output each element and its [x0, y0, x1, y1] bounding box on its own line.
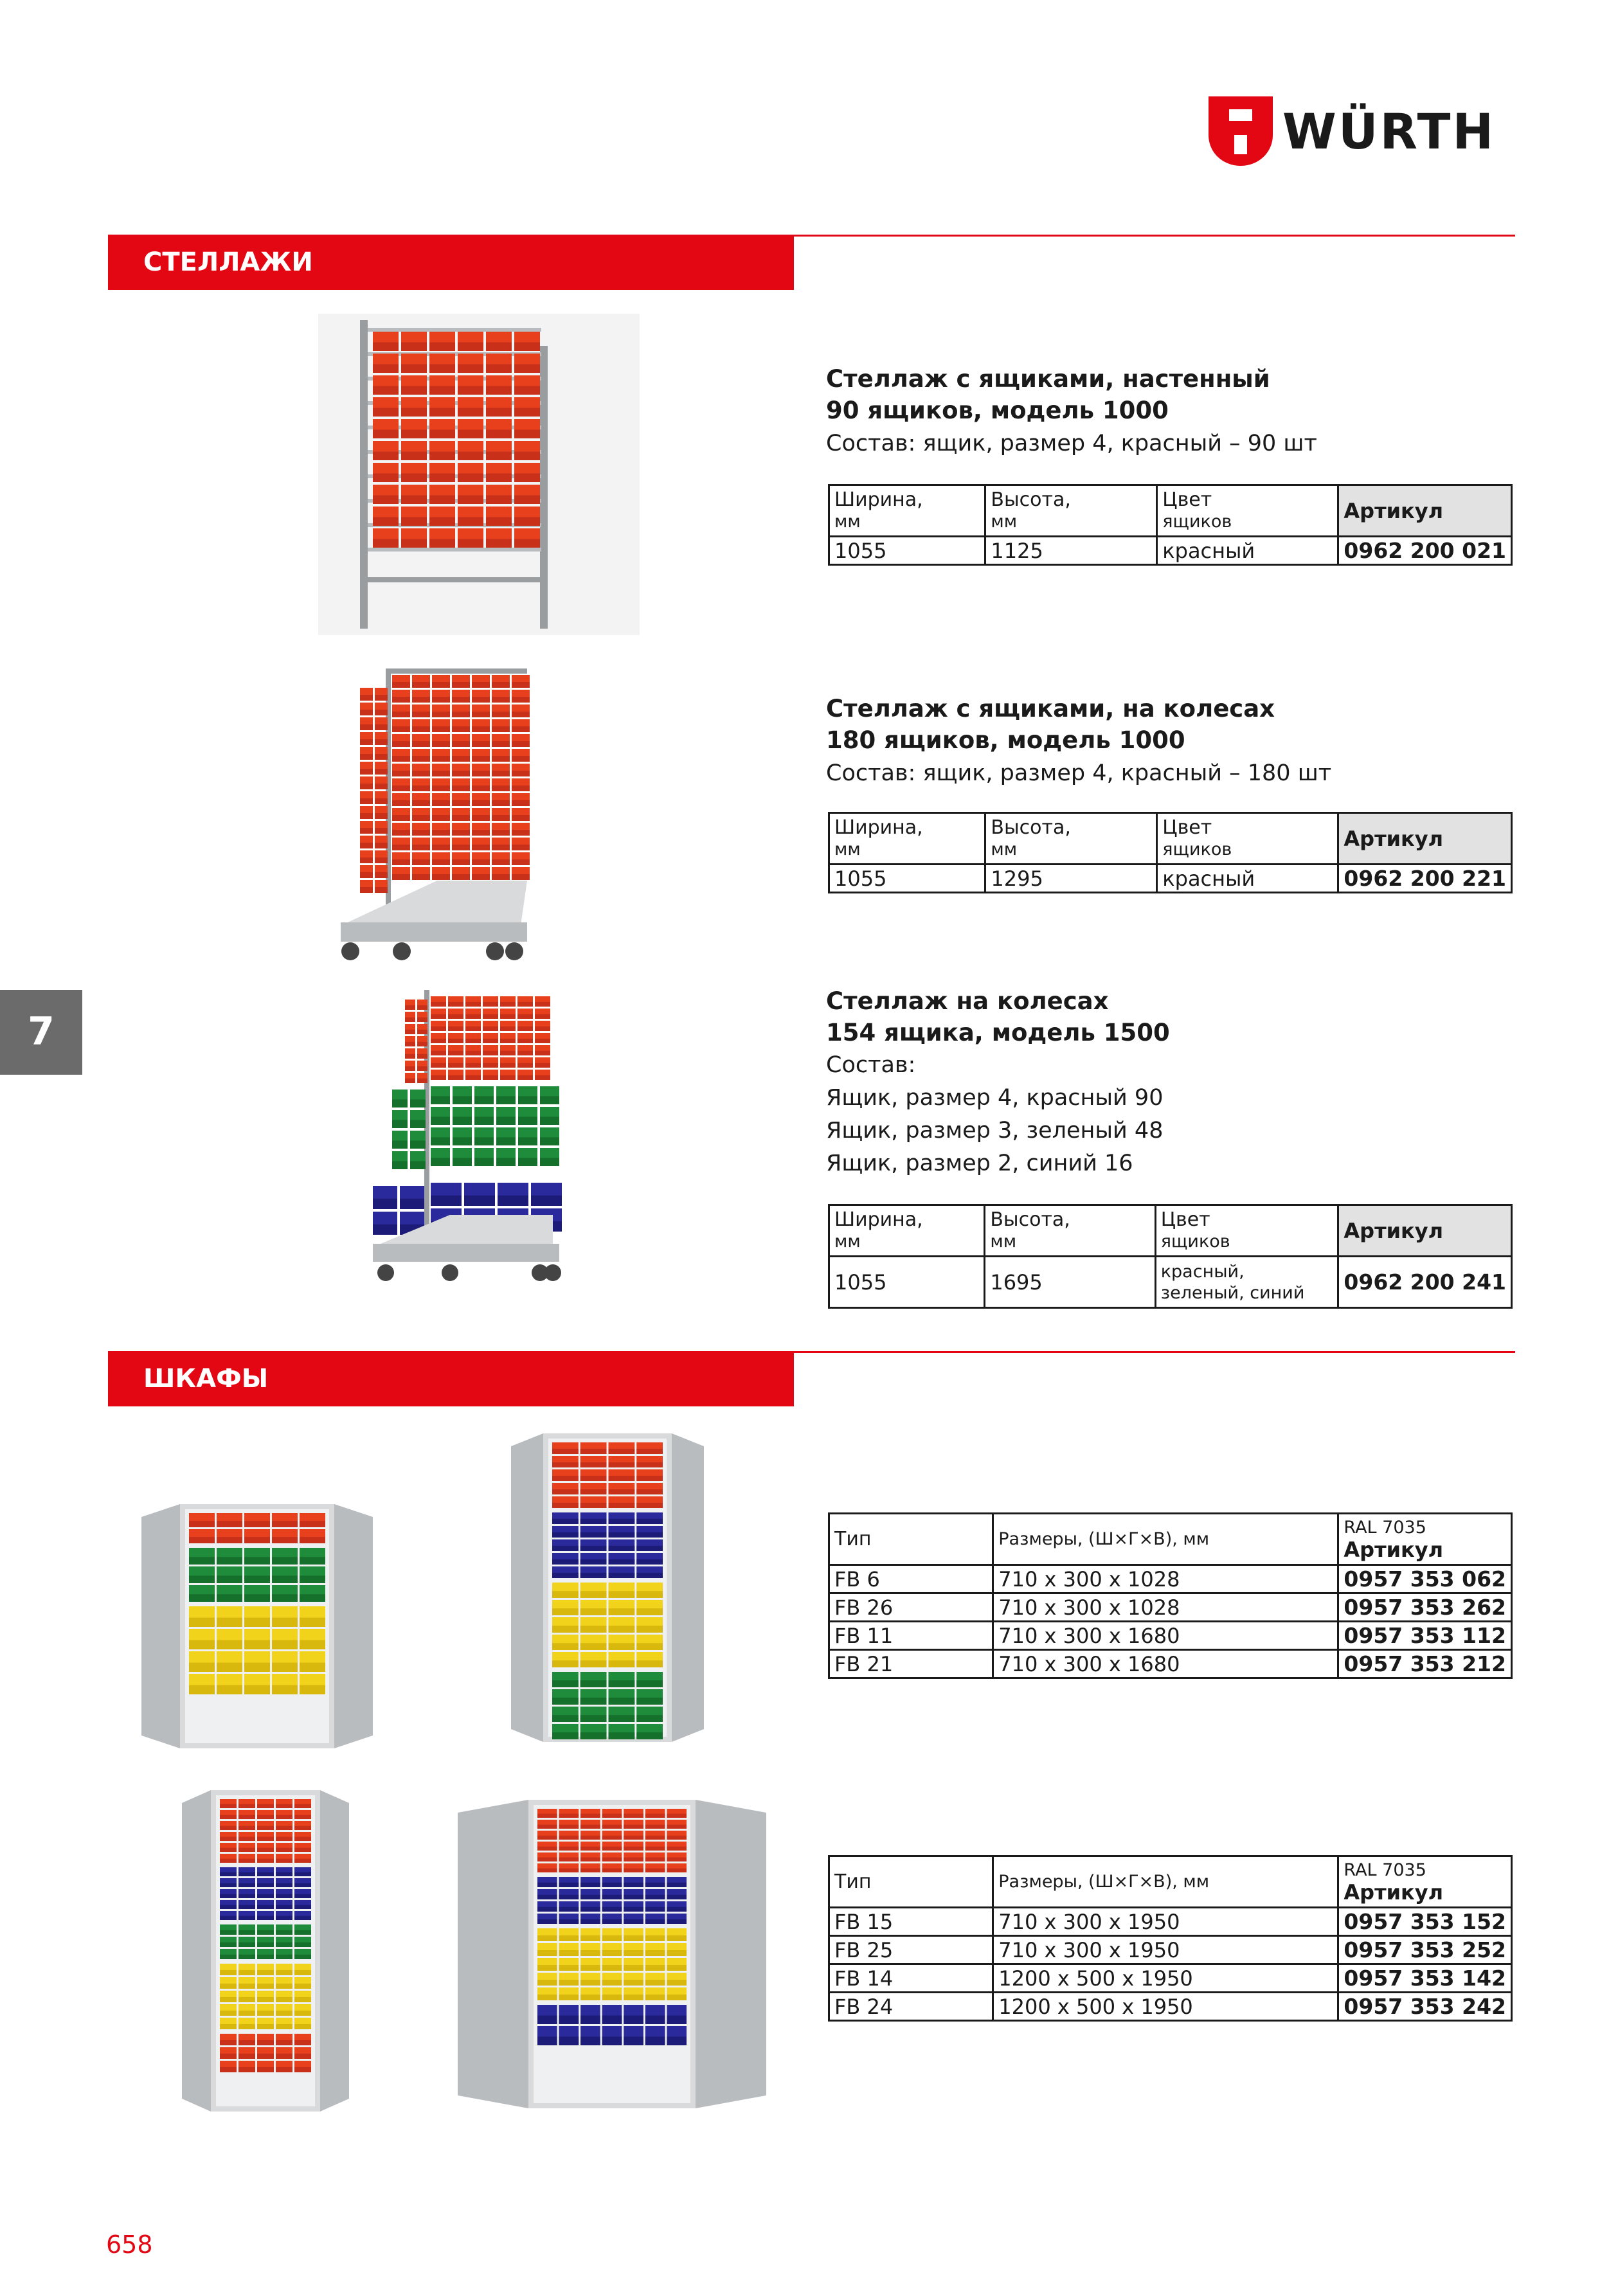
section-header-cabinets	[108, 1351, 794, 1406]
cell-article: 0957 353 212	[1338, 1650, 1512, 1678]
section-title: СТЕЛЛАЖИ	[143, 247, 313, 277]
cell-dims: 710 x 300 x 1028	[993, 1593, 1338, 1622]
cabinet-fb11-image	[472, 1424, 755, 1758]
header-dims: Размеры, (Ш×Г×В), мм	[993, 1514, 1338, 1565]
header-height: Высота, мм	[985, 813, 1157, 865]
spec-table	[828, 484, 1513, 566]
cell-article: 0957 353 142	[1338, 1964, 1512, 1993]
cabinet-table	[828, 1855, 1513, 2022]
product-title-line: 90 ящиков, модель 1000	[826, 397, 1169, 424]
mobile-rack-image	[289, 649, 598, 977]
cabinet-table	[828, 1512, 1513, 1679]
header-width: Ширина, мм	[829, 485, 985, 537]
cell-type: FB 14	[829, 1964, 993, 1993]
cabinet-fb15-image	[153, 1784, 381, 2121]
cell-article: 0962 200 221	[1338, 865, 1512, 893]
cell-width: 1055	[829, 865, 985, 893]
product-description-line: Ящик, размер 2, синий 16	[826, 1151, 1133, 1176]
cell-dims: 1200 x 500 x 1950	[993, 1993, 1338, 2021]
cell-height: 1295	[985, 865, 1157, 893]
product-description-line: Ящик, размер 4, красный 90	[826, 1085, 1164, 1111]
spec-table	[828, 812, 1513, 893]
header-article: Артикул	[1338, 1205, 1512, 1257]
cell-dims: 710 x 300 x 1950	[993, 1936, 1338, 1964]
section-title: ШКАФЫ	[143, 1364, 269, 1394]
header-height: Высота, мм	[985, 1205, 1155, 1257]
header-width: Ширина, мм	[829, 813, 985, 865]
cell-width: 1055	[829, 1257, 985, 1308]
cell-article: 0962 200 021	[1338, 537, 1512, 565]
cell-height: 1695	[985, 1257, 1155, 1308]
cell-type: FB 24	[829, 1993, 993, 2021]
header-color: Цвет ящиков	[1157, 485, 1338, 537]
header-type: Тип	[829, 1514, 993, 1565]
wurth-emblem-icon	[1205, 96, 1276, 167]
section-divider	[787, 235, 1515, 237]
section-divider	[787, 1351, 1515, 1353]
product-description-line: Состав: ящик, размер 4, красный – 180 шт	[826, 760, 1332, 786]
header-height: Высота, мм	[985, 485, 1157, 537]
header-article: Артикул	[1338, 813, 1512, 865]
cell-article: 0962 200 241	[1338, 1257, 1512, 1308]
cell-article: 0957 353 242	[1338, 1993, 1512, 2021]
cell-type: FB 11	[829, 1622, 993, 1650]
cabinet-fb14-image	[432, 1787, 792, 2121]
multicolor-rack-image	[347, 977, 604, 1324]
cell-type: FB 6	[829, 1565, 993, 1593]
product-title	[826, 363, 1270, 426]
product-description-line: Ящик, размер 3, зеленый 48	[826, 1118, 1164, 1144]
cell-dims: 710 x 300 x 1950	[993, 1908, 1338, 1936]
product-title-line: Стеллаж с ящиками, на колесах	[826, 695, 1275, 722]
cell-type: FB 25	[829, 1936, 993, 1964]
cell-type: FB 15	[829, 1908, 993, 1936]
cell-color: красный, зеленый, синий	[1155, 1257, 1338, 1308]
product-title-line: 154 ящика, модель 1500	[826, 1019, 1170, 1046]
product-title-line: Стеллаж на колесах	[826, 987, 1109, 1015]
chapter-number: 7	[28, 1009, 55, 1054]
cell-article: 0957 353 262	[1338, 1593, 1512, 1622]
cell-article: 0957 353 112	[1338, 1622, 1512, 1650]
product-description-line: Состав: ящик, размер 4, красный – 90 шт	[826, 431, 1317, 456]
cell-article: 0957 353 252	[1338, 1936, 1512, 1964]
product-description	[826, 427, 1317, 460]
cell-type: FB 26	[829, 1593, 993, 1622]
product-description-line: Состав:	[826, 1052, 916, 1078]
cell-article: 0957 353 062	[1338, 1565, 1512, 1593]
cell-dims: 710 x 300 x 1028	[993, 1565, 1338, 1593]
product-description	[826, 757, 1331, 790]
wurth-logo	[1205, 96, 1514, 167]
cabinet-fb6-image	[129, 1491, 405, 1761]
header-article: Артикул	[1338, 485, 1512, 537]
cell-dims: 1200 x 500 x 1950	[993, 1964, 1338, 1993]
cell-dims: 710 x 300 x 1680	[993, 1622, 1338, 1650]
wall-rack-image	[318, 314, 640, 635]
product-description	[826, 1049, 1163, 1180]
header-width: Ширина, мм	[829, 1205, 985, 1257]
cell-width: 1055	[829, 537, 985, 565]
header-dims: Размеры, (Ш×Г×В), мм	[993, 1856, 1338, 1908]
header-color: Цвет ящиков	[1157, 813, 1338, 865]
header-article: RAL 7035 Артикул	[1338, 1514, 1512, 1565]
cell-height: 1125	[985, 537, 1157, 565]
cell-color: красный	[1157, 537, 1338, 565]
brand-name: WÜRTH	[1282, 103, 1496, 160]
header-type: Тип	[829, 1856, 993, 1908]
cell-type: FB 21	[829, 1650, 993, 1678]
cell-dims: 710 x 300 x 1680	[993, 1650, 1338, 1678]
cell-article: 0957 353 152	[1338, 1908, 1512, 1936]
header-color: Цвет ящиков	[1155, 1205, 1338, 1257]
product-title-line: Стеллаж с ящиками, настенный	[826, 365, 1270, 393]
header-article: RAL 7035 Артикул	[1338, 1856, 1512, 1908]
product-title	[826, 985, 1170, 1048]
page-number: 658	[106, 2230, 153, 2259]
product-title	[826, 693, 1275, 756]
spec-table	[828, 1204, 1513, 1309]
section-header-racks	[108, 235, 794, 290]
chapter-tab	[0, 990, 82, 1075]
cell-color: красный	[1157, 865, 1338, 893]
product-title-line: 180 ящиков, модель 1000	[826, 726, 1185, 754]
